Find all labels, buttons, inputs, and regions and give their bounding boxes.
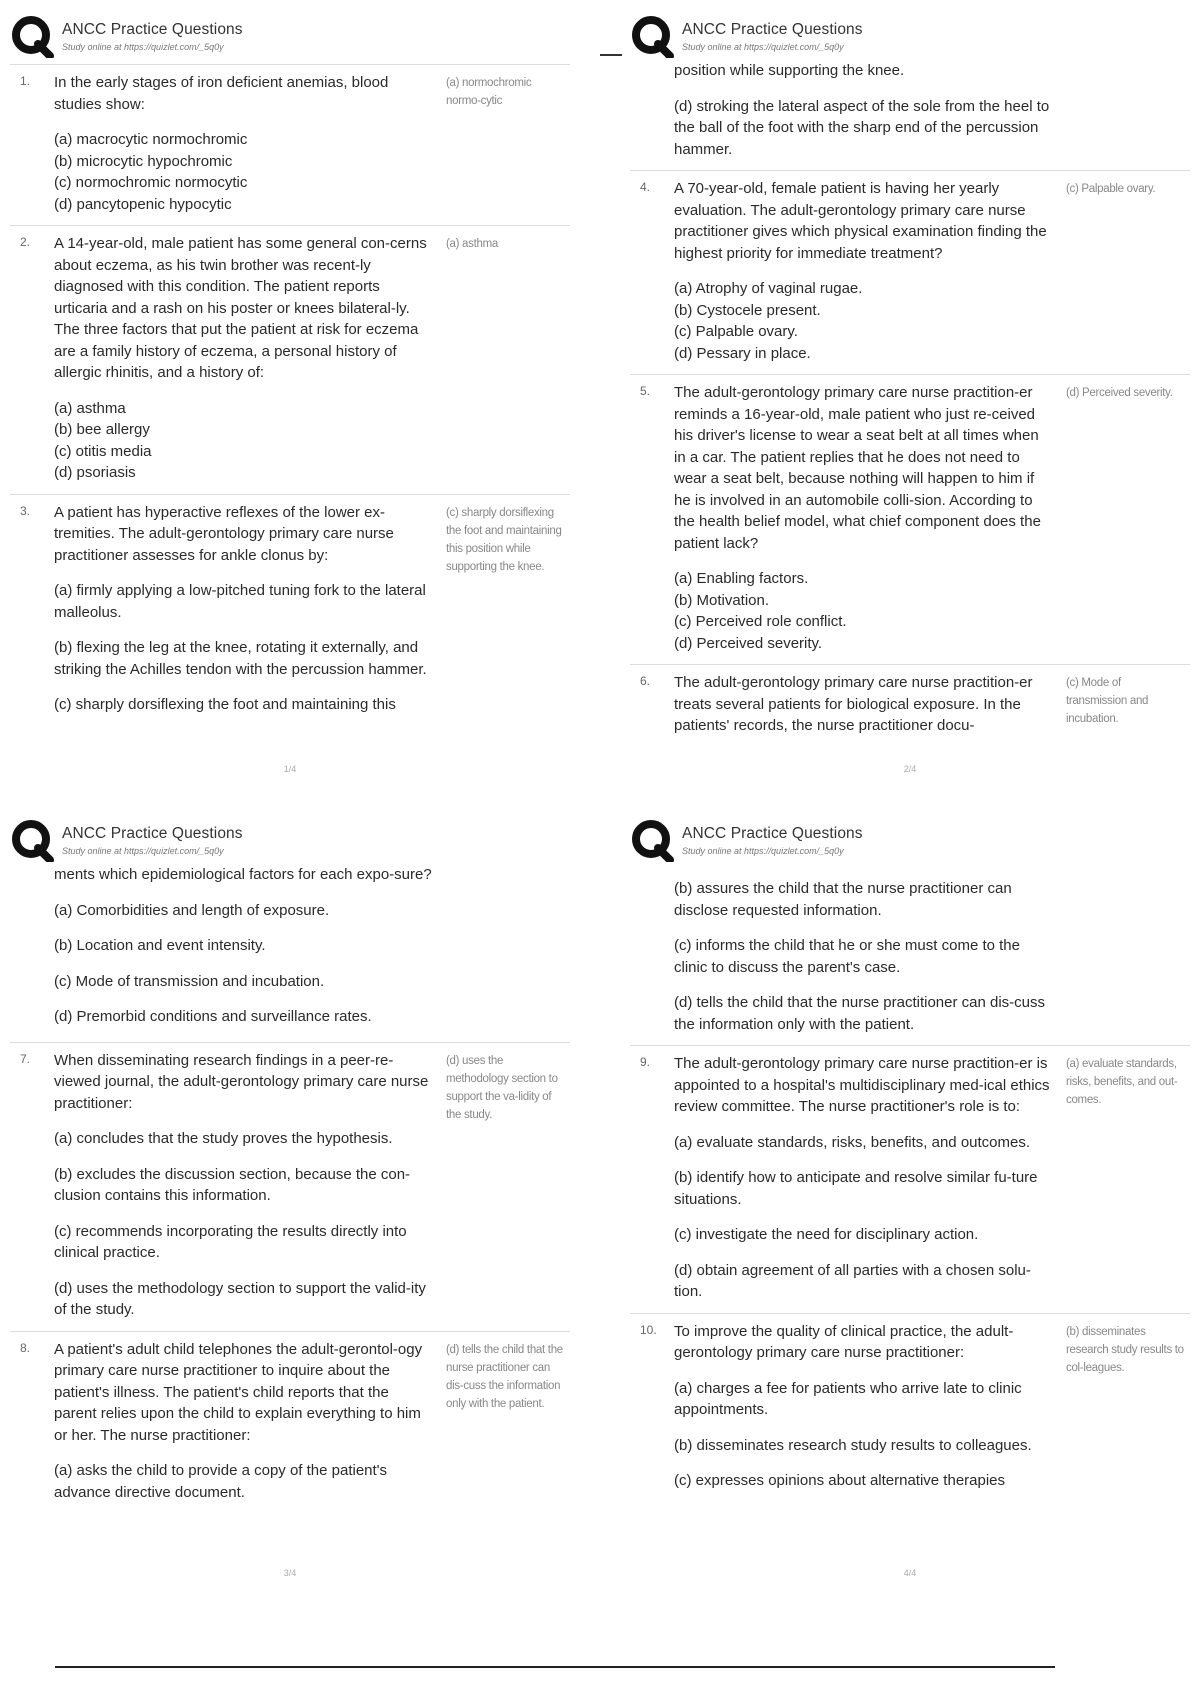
header-subtitle[interactable]: Study online at https://quizlet.com/_5q0y <box>62 846 224 856</box>
question-stem: A patient's adult child telephones the adult-gerontol-ogy primary care nurse practitioner to inquire about the patient's illness. The patient's child reports that the parent relies upon the child to explain everything to him or her. The nurse practitioner: <box>54 1340 423 1444</box>
option-d: (d) tells the child that the nurse practitioner can dis-cuss the information only with the patient. <box>674 994 1046 1033</box>
option-d: (d) Pessary in place. <box>674 344 811 362</box>
question-stem: ments which epidemiological factors for each expo-sure? <box>54 866 432 883</box>
question-stem: In the early stages of iron deficient anemias, blood studies show: <box>54 74 389 113</box>
page-number: 1/4 <box>283 764 297 774</box>
quizlet-logo-icon <box>10 14 54 58</box>
question-stem: The adult-gerontology primary care nurse practition-er treats several patients for biological exposure. In the patients' records, the nurse practitioner docu- <box>674 674 1033 734</box>
option-a: (a) Comorbidities and length of exposure. <box>54 901 330 919</box>
document-page-4 <box>630 818 1190 1588</box>
question-6 <box>630 664 1190 751</box>
option-b: (b) microcytic hypochromic <box>54 152 233 170</box>
option-d: (d) obtain agreement of all parties with a chosen solu-tion. <box>674 1261 1031 1300</box>
page-header <box>630 818 1190 866</box>
answer-text: (c) Mode of transmission and incubation. <box>1066 677 1149 725</box>
quizlet-logo-icon <box>10 818 54 862</box>
option-b: (b) disseminates research study results to colleagues. <box>674 1436 1032 1454</box>
question-stem: position while supporting the knee. <box>674 62 905 79</box>
question-number: 1. <box>20 74 31 88</box>
page-number: 3/4 <box>283 1568 297 1578</box>
question-6-continued <box>10 864 570 1042</box>
document-page-3 <box>10 818 570 1588</box>
header-title: ANCC Practice Questions <box>682 21 863 38</box>
option-c: (c) sharply dorsiflexing the foot and maintaining this <box>54 696 396 713</box>
divider <box>600 54 622 56</box>
question-9 <box>630 1045 1190 1313</box>
question-number: 10. <box>640 1322 657 1337</box>
answer-text: (d) Perceived severity. <box>1066 387 1173 399</box>
question-3 <box>10 494 570 716</box>
option-b: (b) Motivation. <box>674 591 770 609</box>
answer-text: (d) tells the child that the nurse practitioner can dis-cuss the information only with the patient. <box>446 1343 563 1410</box>
option-d: (d) uses the methodology section to support the valid-ity of the study. <box>54 1279 426 1318</box>
option-b: (b) Location and event intensity. <box>54 937 266 954</box>
quizlet-logo-icon <box>630 818 674 862</box>
question-5 <box>630 374 1190 664</box>
question-number: 5. <box>640 384 651 398</box>
option-c: (c) recommends incorporating the results directly into clinical practice. <box>54 1222 407 1261</box>
quizlet-logo-icon <box>630 14 674 58</box>
question-stem: A 14-year-old, male patient has some general con-cerns about eczema, as his twin brother was recent-ly diagnosed with this condition. The patient reports urticaria and a rash on his poster or knees bilateral-ly. The three factors that put the patient at risk for eczema are a family history of eczema, a personal history of allergic rhinitis, and a history of: <box>54 235 427 381</box>
answer-text: (a) evaluate standards, risks, benefits, and out-comes. <box>1066 1058 1178 1106</box>
question-stem: To improve the quality of clinical practice, the adult-gerontology primary care nurse practitioner: <box>674 1322 1014 1361</box>
question-4 <box>630 170 1190 374</box>
option-c: (c) Mode of transmission and incubation. <box>54 972 325 990</box>
answer-text: (b) disseminates research study results to col-leagues. <box>1066 1325 1184 1374</box>
option-b: (b) excludes the discussion section, because the con-clusion contains this information. <box>54 1165 411 1204</box>
option-a: (a) Atrophy of vaginal rugae. <box>674 280 863 297</box>
answer-text: (d) uses the methodology section to support the va-lidity of the study. <box>446 1054 558 1121</box>
question-number: 8. <box>20 1340 31 1355</box>
document-page-2 <box>630 14 1190 784</box>
option-c: (c) otitis media <box>54 442 152 460</box>
question-stem: The adult-gerontology primary care nurse practition-er is appointed to a hospital's multidisciplinary med-ical ethics review committee. The nurse practitioner's role is to: <box>674 1055 1050 1115</box>
question-number: 4. <box>640 180 651 194</box>
option-d: (d) stroking the lateral aspect of the sole from the heel to the ball of the foot with the sharp end of the percussion hammer. <box>674 97 1050 158</box>
question-8-continued <box>630 878 1190 1045</box>
page-header <box>10 14 570 62</box>
option-c: (c) Perceived role conflict. <box>674 613 847 630</box>
question-stem: When disseminating research findings in a peer-re-viewed journal, the adult-gerontology primary care nurse practitioner: <box>54 1051 429 1112</box>
option-b: (b) Cystocele present. <box>674 301 821 319</box>
page-number: 4/4 <box>903 1568 917 1578</box>
option-c: (c) expresses opinions about alternative therapies <box>674 1472 1006 1489</box>
question-stem: A patient has hyperactive reflexes of the lower ex-tremities. The adult-gerontology primary care nurse practitioner assesses for ankle clonus by: <box>54 503 394 564</box>
option-b: (b) identify how to anticipate and resolve similar fu-ture situations. <box>674 1169 1038 1208</box>
option-b: (b) bee allergy <box>54 421 150 438</box>
option-d: (d) Premorbid conditions and surveillance rates. <box>54 1008 372 1025</box>
option-a: (a) evaluate standards, risks, benefits, and outcomes. <box>674 1133 1031 1151</box>
option-c: (c) informs the child that he or she must come to the clinic to discuss the parent's case. <box>674 937 1020 976</box>
header-title: ANCC Practice Questions <box>62 825 243 842</box>
question-7 <box>10 1042 570 1331</box>
question-2 <box>10 225 570 494</box>
question-number: 9. <box>640 1055 651 1069</box>
question-3-continued <box>630 60 1190 170</box>
header-title: ANCC Practice Questions <box>682 825 863 842</box>
option-a: (a) Enabling factors. <box>674 570 809 587</box>
answer-text: (c) Palpable ovary. <box>1066 183 1156 195</box>
option-d: (d) psoriasis <box>54 464 136 481</box>
page-header <box>630 14 1190 62</box>
option-d: (d) pancytopenic hypocytic <box>54 195 232 213</box>
answer-text: (c) sharply dorsiflexing the foot and maintaining this position while supporting the knee. <box>446 506 562 573</box>
option-a: (a) charges a fee for patients who arrive late to clinic appointments. <box>674 1379 1022 1418</box>
page-header <box>10 818 570 866</box>
option-c: (c) Palpable ovary. <box>674 323 798 340</box>
bottom-divider <box>55 1666 1055 1668</box>
document-page-1 <box>10 14 570 784</box>
question-number: 7. <box>20 1051 31 1066</box>
header-subtitle[interactable]: Study online at https://quizlet.com/_5q0y <box>682 846 844 856</box>
question-number: 6. <box>640 674 651 688</box>
question-8 <box>10 1331 570 1504</box>
question-10 <box>630 1313 1190 1492</box>
option-a: (a) macrocytic normochromic <box>54 131 248 148</box>
option-c: (c) investigate the need for disciplinary action. <box>674 1226 979 1243</box>
header-subtitle[interactable]: Study online at https://quizlet.com/_5q0y <box>682 42 844 52</box>
answer-text: (a) asthma <box>446 238 498 250</box>
question-stem: A 70-year-old, female patient is having her yearly evaluation. The adult-gerontology primary care nurse practitioner gives which physical examination finding the highest priority for immediate treatment? <box>674 180 1047 262</box>
question-1 <box>10 64 570 225</box>
option-a: (a) asthma <box>54 399 126 417</box>
option-a: (a) concludes that the study proves the hypothesis. <box>54 1130 393 1147</box>
page-number: 2/4 <box>903 764 917 774</box>
option-b: (b) flexing the leg at the knee, rotating it externally, and striking the Achilles tendon with the percussion hammer. <box>54 639 427 678</box>
question-number: 3. <box>20 503 31 518</box>
option-b: (b) assures the child that the nurse practitioner can disclose requested information. <box>674 880 1012 919</box>
answer-text: (a) normochromic normo-cytic <box>446 77 532 107</box>
option-a: (a) firmly applying a low-pitched tuning fork to the lateral malleolus. <box>54 582 426 621</box>
option-d: (d) Perceived severity. <box>674 634 823 652</box>
question-number: 2. <box>20 235 31 249</box>
header-subtitle[interactable]: Study online at https://quizlet.com/_5q0y <box>62 42 224 52</box>
option-c: (c) normochromic normocytic <box>54 174 248 191</box>
question-stem: The adult-gerontology primary care nurse practition-er reminds a 16-year-old, male patient who just re-ceived his driver's license to wear a seat belt at all times when in a car. The patient replies that he does not need to wear a seat belt, because nothing will happen to him if he is involved in an automobile colli-sion. According to the health belief model, what chief component does the patient lack? <box>674 384 1041 552</box>
header-title: ANCC Practice Questions <box>62 21 243 38</box>
option-a: (a) asks the child to provide a copy of the patient's advance directive document. <box>54 1462 388 1501</box>
